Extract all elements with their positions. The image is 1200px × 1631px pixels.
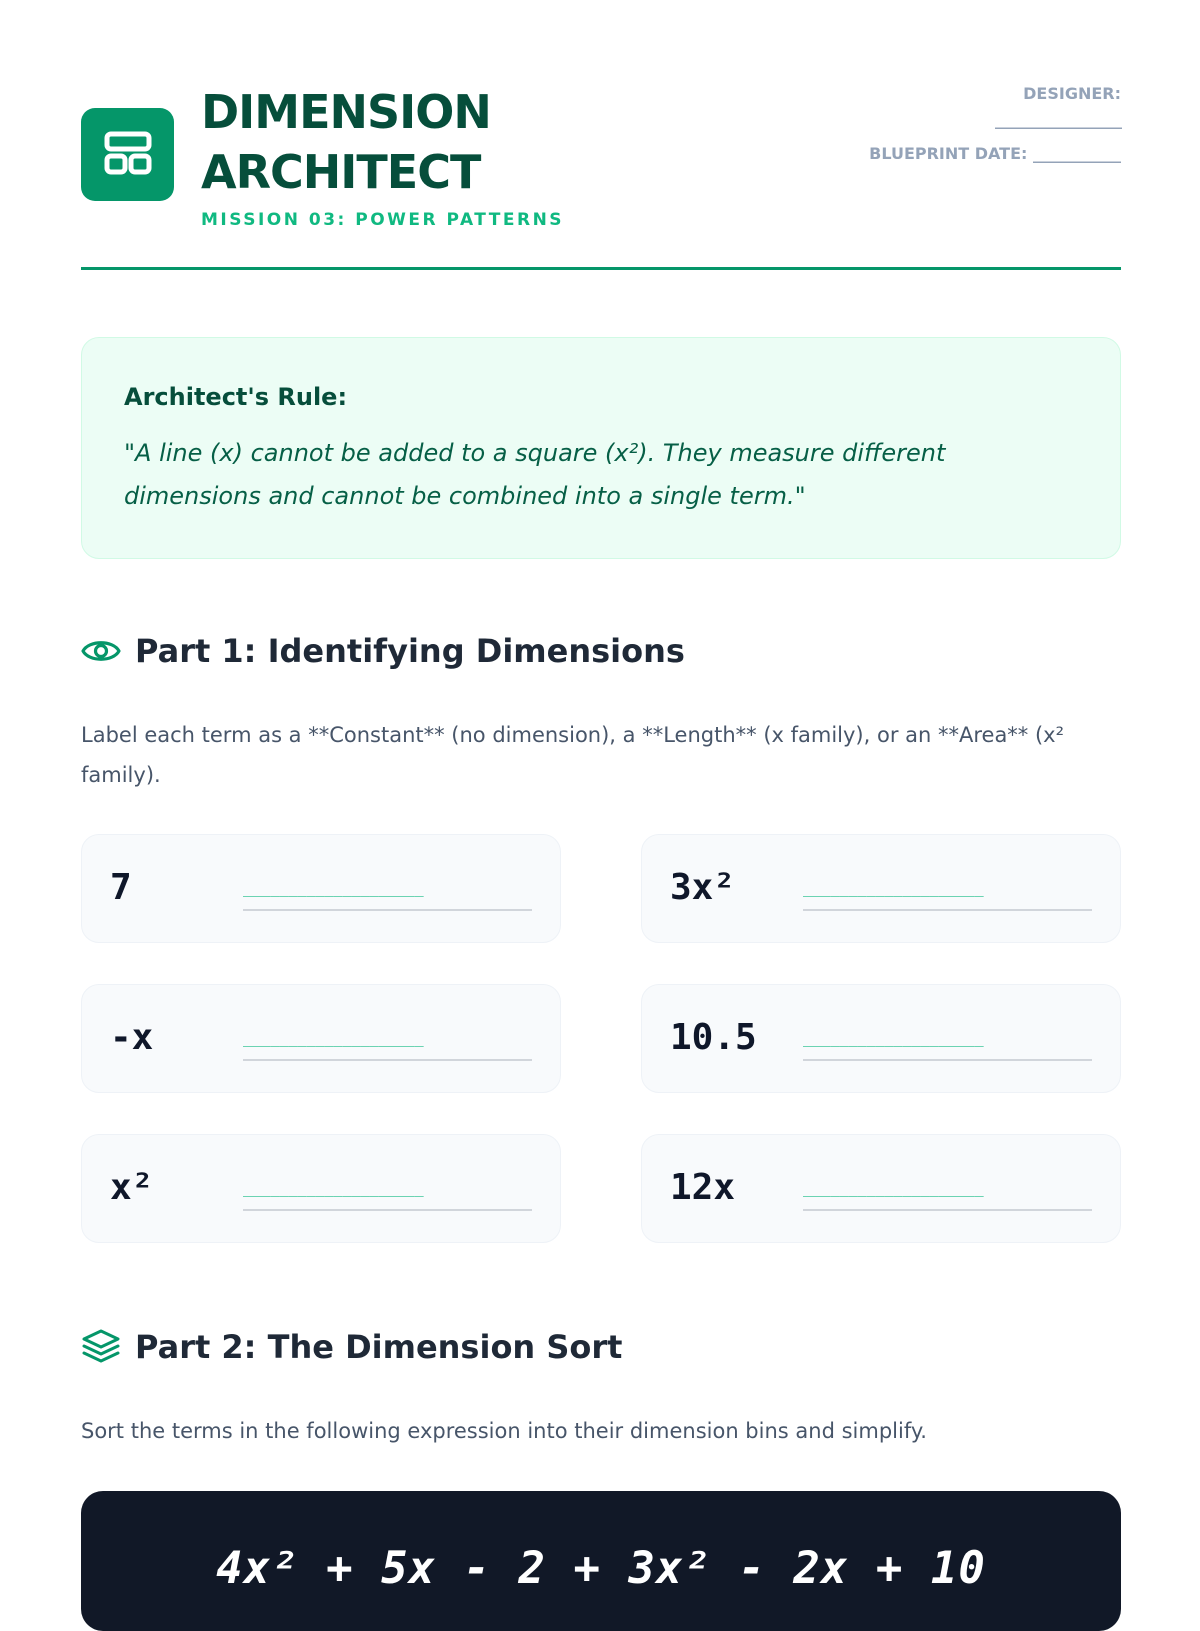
part2-title: Part 2: The Dimension Sort — [135, 1328, 623, 1366]
term-value: x² — [110, 1167, 154, 1208]
term-answer-blank[interactable]: ____________________ — [803, 1173, 1092, 1211]
term-value: 7 — [110, 867, 132, 908]
part2-heading — [81, 1327, 622, 1367]
term-card — [81, 984, 561, 1093]
term-card — [641, 984, 1121, 1093]
term-card — [81, 1134, 561, 1243]
layers-icon — [81, 1327, 121, 1367]
term-answer-blank[interactable]: ____________________ — [803, 1023, 1092, 1061]
part1-title: Part 1: Identifying Dimensions — [135, 632, 685, 670]
term-card — [81, 834, 561, 943]
worksheet-header — [81, 82, 1121, 270]
term-value: 10.5 — [670, 1017, 757, 1058]
worksheet-page — [81, 0, 1121, 1600]
part2-instructions: Sort the terms in the following expression into their dimension bins and simplify. — [81, 1419, 927, 1443]
eye-icon — [81, 631, 121, 671]
designer-label: DESIGNER: — [1023, 84, 1121, 103]
term-value: 12x — [670, 1167, 736, 1208]
blueprint-date-field[interactable]: BLUEPRINT DATE: ___________ — [869, 144, 1121, 163]
logo-badge — [81, 108, 174, 201]
term-card — [641, 834, 1121, 943]
expression-panel — [81, 1491, 1121, 1631]
worksheet-meta — [869, 82, 1121, 166]
worksheet-title-line-1: DIMENSION — [201, 85, 491, 139]
term-answer-blank[interactable]: ____________________ — [243, 1173, 532, 1211]
title-block — [201, 82, 564, 230]
designer-name-blank[interactable]: __________________ — [995, 110, 1121, 129]
polynomial-expression: 4x² + 5x - 2 + 3x² - 2x + 10 — [216, 1543, 986, 1594]
rule-title: Architect's Rule: — [124, 383, 348, 411]
term-value: -x — [110, 1017, 154, 1058]
mission-subtitle: MISSION 03: POWER PATTERNS — [201, 210, 565, 230]
term-answer-blank[interactable]: ____________________ — [803, 873, 1092, 911]
architects-rule-callout — [81, 337, 1121, 559]
header-divider — [81, 267, 1121, 270]
part1-instructions: Label each term as a **Constant** (no dimension), a **Length** (x family), or an **Area** (x² family). — [81, 723, 1065, 787]
layout-grid-icon — [103, 130, 153, 180]
term-answer-blank[interactable]: ____________________ — [243, 1023, 532, 1061]
term-card — [641, 1134, 1121, 1243]
worksheet-title-line-2: ARCHITECT — [201, 145, 481, 199]
term-value: 3x² — [670, 867, 736, 908]
part1-heading — [81, 631, 685, 671]
term-answer-blank[interactable]: ____________________ — [243, 873, 532, 911]
rule-quote: "A line (x) cannot be added to a square (x²). They measure different dimensions and cannot be combined into a single term." — [124, 439, 946, 510]
